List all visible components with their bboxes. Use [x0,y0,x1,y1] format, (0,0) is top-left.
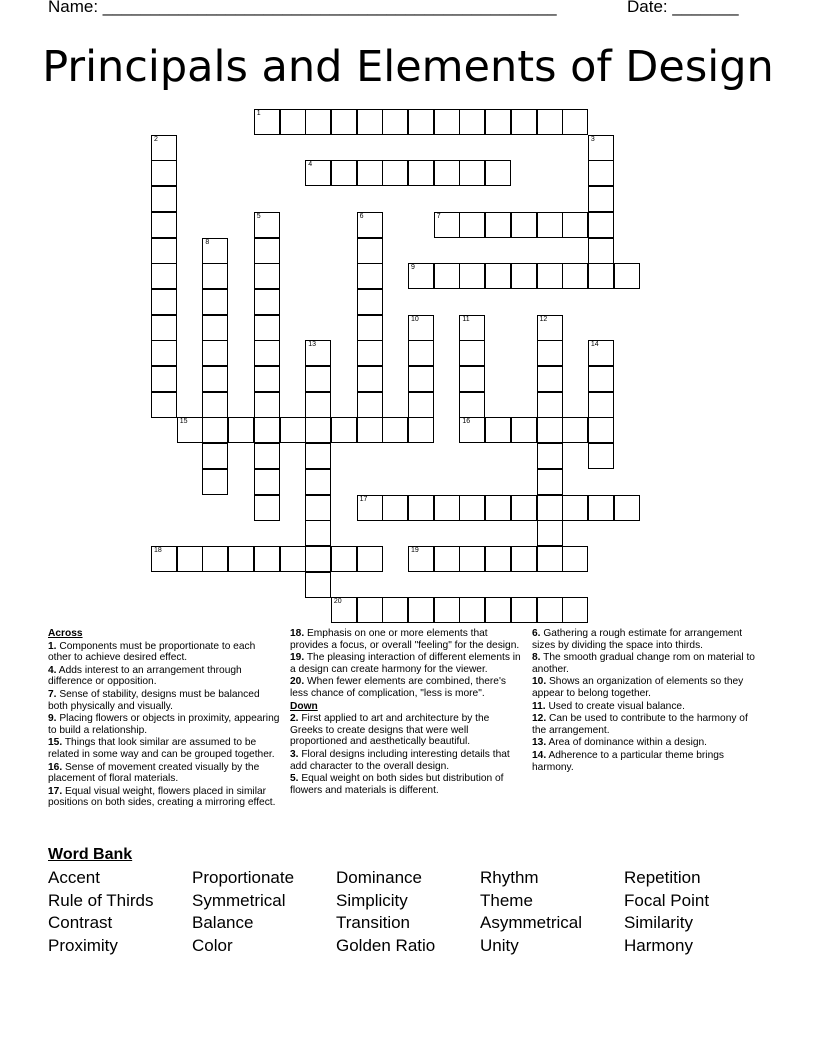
grid-cell[interactable] [151,546,177,572]
grid-cell[interactable] [588,392,614,418]
clue-number: 11 [462,315,470,323]
grid-cell[interactable] [408,366,434,392]
clue-item [532,652,764,675]
grid-cell[interactable] [459,340,485,366]
clue-text: When fewer elements are combined, there's less chance of complication, "less is more". [290,676,507,699]
grid-cell[interactable] [537,597,563,623]
clue-text: Equal weight on both sides but distribution of flowers and materials is different. [290,773,504,796]
grid-cell[interactable] [408,160,434,186]
clue-item [290,628,522,651]
grid-cell[interactable] [254,392,280,418]
grid-cell[interactable] [151,340,177,366]
clue-number: 16. [48,761,63,773]
grid-cell[interactable] [305,520,331,546]
word-bank-item: Similarity [624,913,693,933]
grid-cell[interactable] [511,263,537,289]
grid-cell[interactable] [485,417,511,443]
clue-number: 3 [590,135,595,143]
clues-column-2 [290,628,522,797]
word-bank-item: Harmony [624,935,693,955]
clue-number: 12 [539,315,548,323]
grid-cell[interactable] [254,315,280,341]
grid-cell[interactable] [202,417,228,443]
grid-cell[interactable] [357,340,383,366]
grid-cell[interactable] [511,109,537,135]
clue-item [48,737,280,760]
grid-cell[interactable] [202,340,228,366]
grid-cell[interactable] [254,443,280,469]
grid-cell[interactable] [562,597,588,623]
grid-cell[interactable] [562,495,588,521]
grid-cell[interactable] [357,315,383,341]
clue-number: 17. [48,785,63,797]
word-bank-item: Proportionate [192,868,295,887]
clue-number: 3. [290,748,299,760]
clue-text: Adds interest to an arrangement through difference or opposition. [48,664,242,688]
grid-cell[interactable] [357,289,383,315]
word-bank-title: Word Bank [48,846,133,863]
grid-cell[interactable] [408,417,434,443]
grid-cell[interactable] [485,109,511,135]
grid-cell[interactable] [434,546,460,572]
grid-cell[interactable] [357,109,383,135]
grid-cell[interactable] [331,546,357,572]
word-bank-item: Transition [336,913,411,933]
word-bank-item: Simplicity [336,890,408,910]
grid-cell[interactable] [151,238,177,264]
clue-text: Emphasis on one or more elements that provides a focus, or overall "feeling" for the design. [290,628,520,651]
clue-item [48,786,280,809]
grid-cell[interactable] [511,417,537,443]
grid-cell[interactable] [254,238,280,264]
grid-cell[interactable] [151,212,177,238]
grid-cell[interactable] [202,392,228,418]
grid-cell[interactable] [254,495,280,521]
word-bank-item: Golden Ratio [336,935,436,955]
clue-text: Floral designs including interesting details that add character to the overall design. [290,748,510,772]
grid-cell[interactable] [459,392,485,418]
grid-cell[interactable] [537,495,563,521]
grid-cell[interactable] [537,417,563,443]
clue-number: 7. [48,688,57,700]
grid-cell[interactable] [151,315,177,341]
grid-cell[interactable] [537,340,563,366]
clue-number: 14. [532,749,547,761]
clue-text: Placing flowers or objects in proximity, appearing to build a relationship. [48,713,280,736]
word-bank-item: Color [192,935,233,955]
clue-number: 18 [154,546,162,554]
grid-cell[interactable] [202,469,228,495]
clue-number: 9 [411,264,415,272]
clue-item [532,628,764,651]
grid-cell[interactable] [357,263,383,289]
clue-item [48,665,280,688]
grid-cell[interactable] [305,546,331,572]
grid-cell[interactable] [228,546,254,572]
clue-number: 5 [256,212,261,220]
grid-cell[interactable] [588,417,614,443]
word-bank-item: Repetition [624,868,701,887]
clue-number: 4 [308,161,313,169]
clue-number: 12. [532,713,547,725]
grid-cell[interactable] [357,495,383,521]
clue-number: 5. [290,773,299,785]
grid-cell[interactable] [331,417,357,443]
grid-cell[interactable] [357,597,383,623]
grid-cell[interactable] [382,160,408,186]
clue-item [290,652,522,675]
grid-cell[interactable] [254,546,280,572]
clue-number: 8 [205,238,210,246]
clue-text: Shows an organization of elements so they appear to belong together. [532,676,744,699]
grid-cell[interactable] [382,109,408,135]
grid-cell[interactable] [254,263,280,289]
clue-number: 20. [290,676,305,688]
grid-cell[interactable] [382,417,408,443]
clue-number: 15 [179,418,188,426]
grid-cell[interactable] [408,392,434,418]
clue-number: 13. [532,737,547,749]
grid-cell[interactable] [459,315,485,341]
grid-cell[interactable] [537,315,563,341]
clue-text: Equal visual weight, flowers placed in similar positions on both sides, creating a mirroring effect. [48,785,276,809]
clue-text: Used to create visual balance. [545,700,685,712]
grid-cell[interactable] [434,160,460,186]
clue-number: 6 [359,212,364,220]
clue-text: The pleasing interaction of different elements in a design can create harmony for the viewer. [290,652,521,675]
clue-number: 9. [48,713,57,725]
word-bank-item: Contrast [48,913,113,933]
word-bank-item: Asymmetrical [480,913,583,933]
grid-cell[interactable] [357,546,383,572]
clue-text: Sense of stability, designs must be balanced both physically and visually. [48,688,260,712]
across-heading: Across [48,628,83,639]
clue-item [532,676,764,699]
grid-cell[interactable] [305,366,331,392]
grid-cell[interactable] [511,495,537,521]
clue-text: Area of dominance within a design. [546,737,708,749]
grid-cell[interactable] [151,366,177,392]
grid-cell[interactable] [254,340,280,366]
clue-item [290,773,522,796]
down-heading: Down [290,700,318,712]
grid-cell[interactable] [202,263,228,289]
grid-cell[interactable] [511,546,537,572]
grid-cell[interactable] [537,212,563,238]
grid-cell[interactable] [459,417,485,443]
clue-number: 10 [411,315,419,323]
grid-cell[interactable] [459,109,485,135]
clue-number: 16 [462,418,471,426]
grid-cell[interactable] [254,109,280,135]
clue-number: 15. [48,737,63,749]
grid-cell[interactable] [331,597,357,623]
clue-number: 17 [359,495,368,503]
grid-cell[interactable] [588,443,614,469]
grid-cell[interactable] [614,495,640,521]
grid-cell[interactable] [305,340,331,366]
grid-cell[interactable] [408,495,434,521]
clue-text: First applied to art and architecture by the Greeks to create designs that were well proportioned and aesthetically beautiful. [290,713,490,748]
grid-cell[interactable] [202,443,228,469]
grid-cell[interactable] [434,212,460,238]
clue-item [48,641,280,664]
grid-cell[interactable] [459,212,485,238]
clue-number: 7 [436,212,441,220]
grid-cell[interactable] [408,109,434,135]
grid-cell[interactable] [485,212,511,238]
grid-cell[interactable] [459,597,485,623]
grid-cell[interactable] [511,212,537,238]
grid-cell[interactable] [408,340,434,366]
grid-cell[interactable] [537,366,563,392]
grid-cell[interactable] [151,263,177,289]
grid-cell[interactable] [408,546,434,572]
clue-number: 19 [411,546,419,554]
grid-cell[interactable] [485,263,511,289]
clue-item [48,713,280,736]
clue-item [532,701,764,713]
grid-cell[interactable] [537,263,563,289]
grid-cell[interactable] [177,546,203,572]
clue-number: 2. [290,713,299,725]
grid-cell[interactable] [588,340,614,366]
grid-cell[interactable] [305,109,331,135]
clue-text: Things that look similar are assumed to be related in some way and can be grouped together. [48,737,275,760]
grid-cell[interactable] [305,495,331,521]
grid-cell[interactable] [614,263,640,289]
clue-item [48,689,280,712]
grid-cell[interactable] [280,109,306,135]
word-bank-item: Focal Point [624,890,710,910]
clue-number: 8. [532,652,541,664]
grid-cell[interactable] [408,597,434,623]
grid-cell[interactable] [434,109,460,135]
grid-cell[interactable] [305,443,331,469]
clue-item [532,750,764,773]
clue-item [290,713,522,748]
grid-cell[interactable] [254,212,280,238]
page-title: Principals and Elements of Design [42,42,774,92]
grid-cell[interactable] [434,263,460,289]
word-bank-item: Dominance [336,868,422,887]
clues-column-3 [532,628,764,774]
grid-cell[interactable] [562,109,588,135]
clue-item [48,762,280,785]
grid-cell[interactable] [151,186,177,212]
grid-cell[interactable] [357,160,383,186]
grid-cell[interactable] [151,160,177,186]
grid-cell[interactable] [228,417,254,443]
grid-cell[interactable] [254,417,280,443]
grid-cell[interactable] [382,495,408,521]
grid-cell[interactable] [511,597,537,623]
clue-text: Sense of movement created visually by the placement of floral materials. [48,761,260,785]
grid-cell[interactable] [537,109,563,135]
grid-cell[interactable] [305,469,331,495]
grid-cell[interactable] [588,366,614,392]
clue-text: Can be used to contribute to the harmony of the arrangement. [532,713,748,736]
grid-cell[interactable] [357,366,383,392]
clue-item [290,749,522,772]
grid-cell[interactable] [459,160,485,186]
clue-number: 6. [532,628,541,639]
clue-text: Components must be proportionate to each other to achieve desired effect. [48,640,256,664]
clue-text: The smooth gradual change rom on material to another. [532,652,755,675]
grid-cell[interactable] [305,160,331,186]
clue-number: 4. [48,664,57,676]
clue-item [532,737,764,749]
date-field-label: Date: _______ [627,0,739,16]
word-bank-item: Proximity [48,935,118,955]
grid-cell[interactable] [485,160,511,186]
grid-cell[interactable] [537,443,563,469]
grid-cell[interactable] [408,263,434,289]
word-bank-item: Rhythm [480,868,539,887]
word-bank-item: Balance [192,913,254,933]
word-bank-item: Theme [480,890,533,910]
grid-cell[interactable] [331,109,357,135]
clue-text: Gathering a rough estimate for arrangement sizes by dividing the space into thirds. [532,628,743,651]
grid-cell[interactable] [357,212,383,238]
name-field-label: Name: ________________________________________________ [48,0,557,16]
grid-cell[interactable] [434,597,460,623]
grid-cell[interactable] [254,366,280,392]
grid-cell[interactable] [357,417,383,443]
grid-cell[interactable] [408,315,434,341]
clue-item [532,713,764,736]
grid-cell[interactable] [537,546,563,572]
grid-cell[interactable] [485,597,511,623]
clue-number: 10. [532,676,547,688]
clue-number: 20 [333,598,342,606]
grid-cell[interactable] [357,238,383,264]
grid-cell[interactable] [202,315,228,341]
grid-cell[interactable] [562,417,588,443]
grid-cell[interactable] [254,469,280,495]
grid-cell[interactable] [151,135,177,161]
grid-cell[interactable] [459,495,485,521]
grid-cell[interactable] [202,238,228,264]
word-bank-item: Accent [48,868,100,887]
grid-cell[interactable] [382,597,408,623]
clue-number: 1 [256,110,261,117]
grid-cell[interactable] [280,546,306,572]
grid-cell[interactable] [588,238,614,264]
grid-cell[interactable] [202,366,228,392]
grid-cell[interactable] [151,392,177,418]
grid-cell[interactable] [562,212,588,238]
grid-cell[interactable] [485,546,511,572]
clue-number: 14 [590,341,599,349]
grid-cell[interactable] [562,263,588,289]
grid-cell[interactable] [537,469,563,495]
grid-cell[interactable] [357,392,383,418]
word-bank-item: Rule of Thirds [48,890,154,910]
grid-cell[interactable] [537,520,563,546]
grid-cell[interactable] [588,186,614,212]
clue-number: 19. [290,652,305,664]
grid-cell[interactable] [485,495,511,521]
grid-cell[interactable] [459,263,485,289]
clue-number: 2 [154,135,158,143]
clue-text: Adherence to a particular theme brings harmony. [532,749,724,773]
grid-cell[interactable] [588,135,614,161]
grid-cell[interactable] [305,392,331,418]
grid-cell[interactable] [434,495,460,521]
grid-cell[interactable] [588,212,614,238]
grid-cell[interactable] [331,160,357,186]
grid-cell[interactable] [537,392,563,418]
grid-cell[interactable] [459,546,485,572]
grid-cell[interactable] [280,417,306,443]
grid-cell[interactable] [562,546,588,572]
word-bank-item: Unity [480,935,519,955]
grid-cell[interactable] [177,417,203,443]
clue-item [290,676,522,699]
grid-cell[interactable] [305,572,331,598]
clue-number: 13 [308,341,316,349]
grid-cell[interactable] [305,417,331,443]
clue-number: 11. [532,700,546,712]
grid-cell[interactable] [254,289,280,315]
word-bank-item: Symmetrical [192,890,286,910]
grid-cell[interactable] [459,366,485,392]
grid-cell[interactable] [588,160,614,186]
clues-column-1 [48,628,280,810]
grid-cell[interactable] [202,546,228,572]
clue-number: 1. [48,640,57,652]
grid-cell[interactable] [588,263,614,289]
grid-cell[interactable] [151,289,177,315]
grid-cell[interactable] [202,289,228,315]
clue-number: 18. [290,628,305,639]
grid-cell[interactable] [588,495,614,521]
